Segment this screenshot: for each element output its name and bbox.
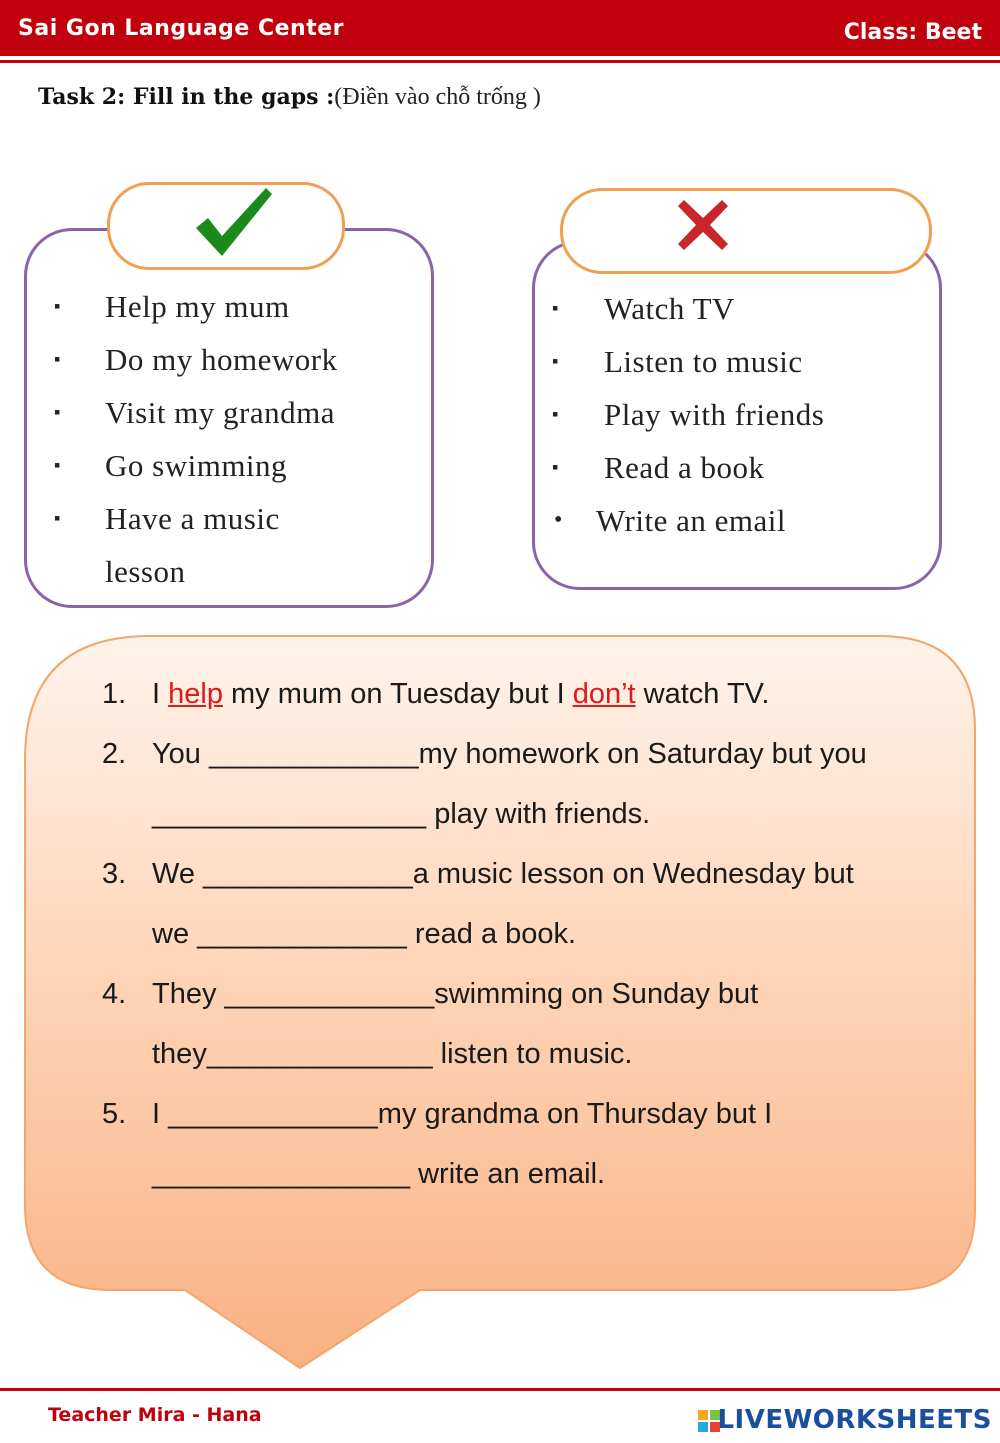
fill-gap-sentence[interactable]: _________________ play with friends. xyxy=(152,798,651,830)
list-item: ▪ Go swimming xyxy=(54,448,288,483)
fill-gap-sentence[interactable]: ________________ write an email. xyxy=(152,1158,606,1190)
list-item: ▪ Listen to music xyxy=(552,344,803,379)
list-item: • Write an email xyxy=(554,503,786,538)
list-item: ▪ Have a music xyxy=(54,501,280,536)
class-label: Class: Beet xyxy=(843,20,982,45)
list-item-continuation: lesson xyxy=(105,554,186,589)
list-item: ▪ Help my mum xyxy=(54,289,290,324)
example-answer: don’t xyxy=(572,678,636,710)
example-answer: help xyxy=(168,678,223,710)
list-item: ▪ Visit my grandma xyxy=(54,395,335,430)
fill-gap-sentence[interactable]: we _____________ read a book. xyxy=(152,918,577,950)
fill-gap-sentence[interactable]: You _____________my homework on Saturday but you xyxy=(152,738,867,770)
brand-name[interactable]: LIVEWORKSHEETS xyxy=(717,1405,992,1435)
fill-gap-sentence[interactable]: They _____________swimming on Sunday but xyxy=(152,978,759,1010)
task-title-main: Task 2: Fill in the gaps : xyxy=(38,84,335,110)
footer-divider xyxy=(0,1388,1000,1391)
fill-gap-sentence[interactable]: I _____________my grandma on Thursday but I xyxy=(152,1098,773,1130)
fill-gap-sentence[interactable]: We _____________a music lesson on Wednesday but xyxy=(152,858,854,890)
list-item: ▪ Play with friends xyxy=(552,397,825,432)
list-item: ▪ Read a book xyxy=(552,450,765,485)
center-name: Sai Gon Language Center xyxy=(18,16,345,41)
list-item: ▪ Do my homework xyxy=(54,342,338,377)
fill-gap-sentence[interactable]: they______________ listen to music. xyxy=(152,1038,633,1070)
teacher-name: Teacher Mira - Hana xyxy=(48,1404,262,1426)
task-title-translation: (Điền vào chỗ trống ) xyxy=(334,84,541,110)
list-item: ▪ Watch TV xyxy=(552,291,735,326)
